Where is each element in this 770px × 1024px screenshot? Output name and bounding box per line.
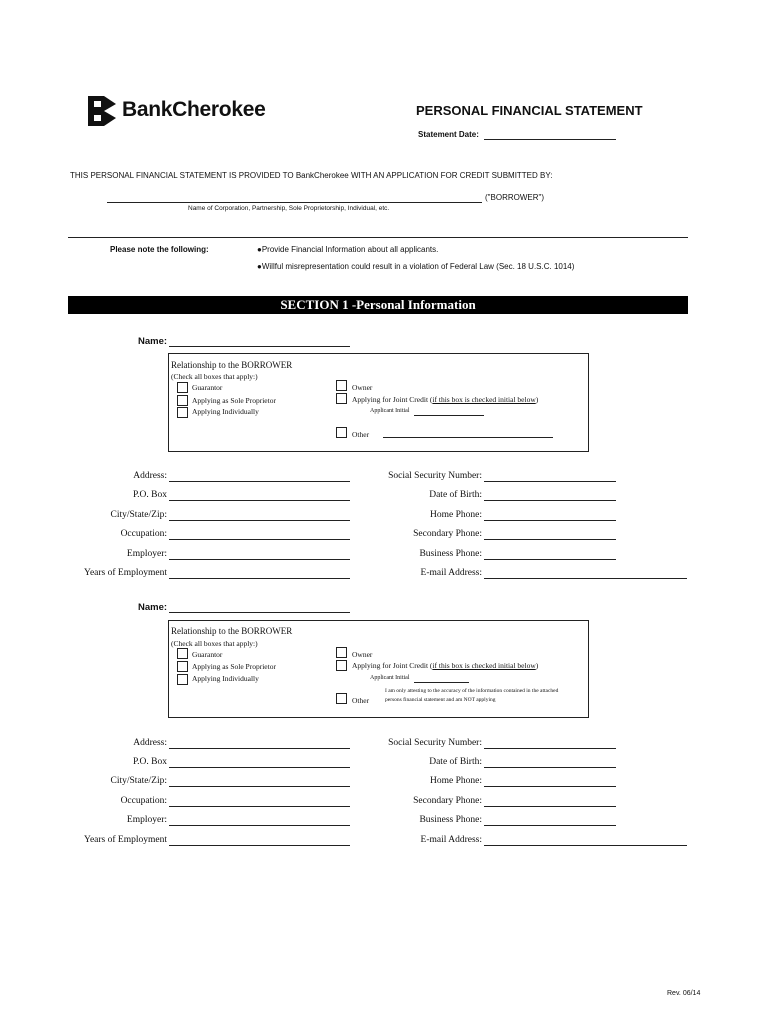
joint-credit-close: ) [535, 661, 539, 670]
individual-label: Applying Individually [192, 407, 259, 416]
borrower-tag: ("BORROWER") [485, 193, 545, 202]
secondary-phone-label: Secondary Phone: [413, 796, 482, 806]
section-1-header [68, 296, 688, 314]
other-label: Other [352, 696, 370, 705]
joint-credit-checkbox[interactable] [336, 660, 347, 671]
dob-label: Date of Birth: [429, 757, 482, 767]
address-label: Address: [133, 738, 167, 748]
individual-checkbox[interactable] [177, 674, 188, 685]
section-1-title: SECTION 1 -Personal Information [280, 297, 476, 312]
other-field[interactable] [383, 437, 553, 438]
relationship-title: Relationship to the BORROWER [171, 626, 293, 636]
dob-label: Date of Birth: [429, 490, 482, 500]
home-phone-field[interactable] [484, 786, 616, 787]
dob-field[interactable] [484, 500, 616, 501]
statement-date-label: Statement Date: [418, 130, 479, 139]
occupation-label: Occupation: [120, 529, 167, 539]
secondary-phone-field[interactable] [484, 806, 616, 807]
dob-field[interactable] [484, 767, 616, 768]
joint-credit-label [352, 395, 538, 404]
secondary-phone-label: Secondary Phone: [413, 529, 482, 539]
po-box-field[interactable] [169, 767, 350, 768]
employer-field[interactable] [169, 559, 350, 560]
city-state-zip-field[interactable] [169, 520, 350, 521]
occupation-label: Occupation: [120, 796, 167, 806]
city-state-zip-label: City/State/Zip: [110, 510, 167, 520]
other-note-line-1: I am only attesting to the accuracy of the information contained in the attached [385, 688, 559, 694]
city-state-zip-field[interactable] [169, 786, 350, 787]
joint-credit-condition: if this box is checked initial below [432, 661, 536, 670]
ssn-label: Social Security Number: [388, 738, 482, 748]
name-label: Name: [138, 336, 168, 347]
joint-credit-label [352, 661, 538, 670]
email-label: E-mail Address: [420, 568, 482, 578]
bank-logo-text: BankCherokee [122, 98, 266, 121]
applicant-initial-field[interactable] [414, 415, 484, 416]
statement-date-field[interactable] [484, 139, 616, 140]
borrower-name-field[interactable] [107, 202, 482, 203]
email-label: E-mail Address: [420, 835, 482, 845]
email-field[interactable] [484, 845, 687, 846]
relationship-subtitle: (Check all boxes that apply:) [171, 372, 258, 381]
sole-proprietor-checkbox[interactable] [177, 395, 188, 406]
divider [68, 237, 688, 238]
relationship-title: Relationship to the BORROWER [171, 360, 293, 370]
po-box-field[interactable] [169, 500, 350, 501]
owner-checkbox[interactable] [336, 647, 347, 658]
name-field[interactable] [169, 612, 350, 613]
home-phone-label: Home Phone: [430, 776, 482, 786]
page-title: PERSONAL FINANCIAL STATEMENT [416, 103, 643, 118]
years-employment-label: Years of Employment [84, 835, 167, 845]
owner-label: Owner [352, 383, 373, 392]
ssn-field[interactable] [484, 748, 616, 749]
sole-proprietor-checkbox[interactable] [177, 661, 188, 672]
po-box-label: P.O. Box [132, 757, 167, 767]
home-phone-field[interactable] [484, 520, 616, 521]
guarantor-label: Guarantor [192, 383, 223, 392]
other-label: Other [352, 430, 370, 439]
name-label: Name: [138, 602, 168, 613]
occupation-field[interactable] [169, 806, 350, 807]
other-note-line-2: persons financial statement and am NOT applying [385, 697, 496, 703]
note-item: ●Willful misrepresentation could result in a violation of Federal Law (Sec. 18 U.S.C. 1014) [257, 262, 575, 271]
ssn-label: Social Security Number: [388, 471, 482, 481]
secondary-phone-field[interactable] [484, 539, 616, 540]
bank-logo [86, 94, 271, 128]
address-field[interactable] [169, 481, 350, 482]
years-employment-label: Years of Employment [84, 568, 167, 578]
revision-label: Rev. 06/14 [667, 990, 701, 997]
individual-label: Applying Individually [192, 674, 259, 683]
relationship-subtitle: (Check all boxes that apply:) [171, 639, 258, 648]
years-employment-field[interactable] [169, 578, 350, 579]
sole-proprietor-label: Applying as Sole Proprietor [192, 396, 276, 405]
applicant-initial-label: Applicant Initial [370, 675, 410, 681]
occupation-field[interactable] [169, 539, 350, 540]
joint-credit-condition: if this box is checked initial below [432, 395, 536, 404]
home-phone-label: Home Phone: [430, 510, 482, 520]
employer-label: Employer: [126, 815, 167, 825]
intro-provided-text: THIS PERSONAL FINANCIAL STATEMENT IS PROVIDED TO BankCherokee WITH AN APPLICATION FOR CREDIT SUBMITTED BY: [70, 171, 553, 180]
address-field[interactable] [169, 748, 350, 749]
employer-field[interactable] [169, 825, 350, 826]
joint-credit-checkbox[interactable] [336, 393, 347, 404]
joint-credit-text: Applying for Joint Credit ( [352, 395, 433, 404]
other-checkbox[interactable] [336, 427, 347, 438]
business-phone-field[interactable] [484, 559, 616, 560]
po-box-label: P.O. Box [132, 490, 167, 500]
email-field[interactable] [484, 578, 687, 579]
owner-checkbox[interactable] [336, 380, 347, 391]
applicant-initial-field[interactable] [414, 682, 469, 683]
borrower-name-caption: Name of Corporation, Partnership, Sole Proprietorship, Individual, etc. [188, 205, 390, 212]
years-employment-field[interactable] [169, 845, 350, 846]
notes-heading: Please note the following: [110, 245, 209, 254]
city-state-zip-label: City/State/Zip: [110, 776, 167, 786]
joint-credit-close: ) [535, 395, 539, 404]
business-phone-label: Business Phone: [419, 549, 482, 559]
other-checkbox[interactable] [336, 693, 347, 704]
owner-label: Owner [352, 650, 373, 659]
bank-logo-mark-icon [86, 94, 120, 128]
business-phone-label: Business Phone: [419, 815, 482, 825]
address-label: Address: [133, 471, 167, 481]
business-phone-field[interactable] [484, 825, 616, 826]
name-field[interactable] [169, 346, 350, 347]
ssn-field[interactable] [484, 481, 616, 482]
guarantor-checkbox[interactable] [177, 648, 188, 659]
applicant-initial-label: Applicant Initial [370, 408, 410, 414]
note-item: ●Provide Financial Information about all applicants. [257, 245, 439, 254]
guarantor-checkbox[interactable] [177, 382, 188, 393]
guarantor-label: Guarantor [192, 650, 223, 659]
individual-checkbox[interactable] [177, 407, 188, 418]
sole-proprietor-label: Applying as Sole Proprietor [192, 662, 276, 671]
joint-credit-text: Applying for Joint Credit ( [352, 661, 433, 670]
employer-label: Employer: [126, 549, 167, 559]
